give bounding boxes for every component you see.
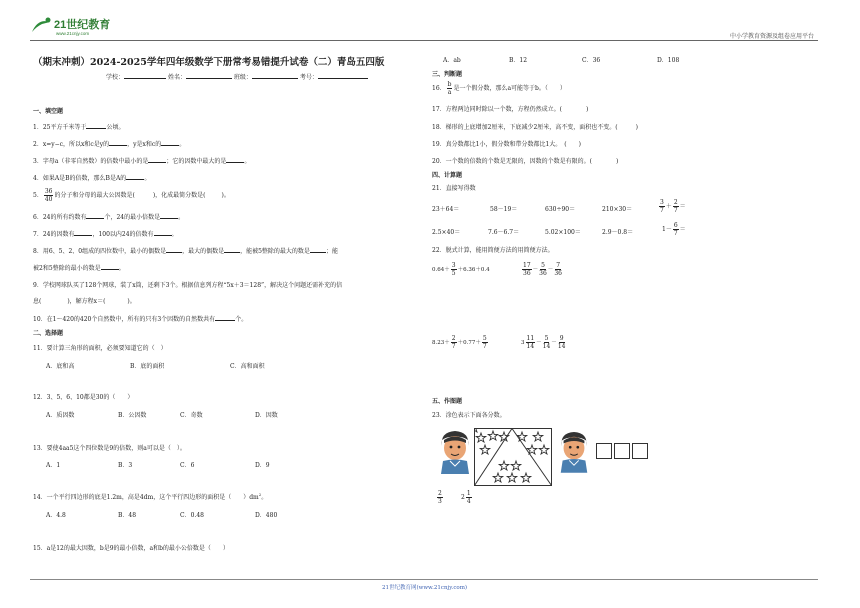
question-22: 22．脱式计算，能用简便方法的用简便方法。 (432, 247, 554, 254)
question-6: 6．24的所有约数有 个，24的最小倍数是 。 (33, 214, 185, 221)
question-16: 16． $\frac{b}{a}$ 是一个假分数，那么a可能等于b。（ ） (432, 81, 566, 96)
number-field[interactable] (318, 78, 368, 79)
logo-subtext: www.21cnjy.com (56, 31, 90, 36)
expr-4: 3 $\frac{11}{14}$ － $\frac{5}{14}$ － $\frac{9}{14}$ (521, 335, 566, 350)
info-line (106, 72, 368, 81)
expr-1: 0.64＋ $\frac{3}{5}$ ＋6.36＋0.4 (432, 262, 490, 277)
q11-option-a[interactable]: A．底和高 (46, 363, 75, 370)
header-rule (30, 40, 818, 41)
school-field[interactable] (124, 78, 166, 79)
question-13: 13．要使4aa5这个四位数是9的倍数，则a可以是（ ）。 (33, 445, 186, 452)
calc-r1-c4: 210×30＝ (602, 206, 633, 213)
square-3[interactable] (632, 443, 648, 459)
square-2[interactable] (614, 443, 630, 459)
question-19: 19．真分数都比1小，假分数和带分数都比1大。 ( ) (432, 141, 581, 148)
expr-3: 8.23＋ $\frac{2}{7}$ ＋0.77＋ $\frac{5}{7}$ (432, 335, 487, 350)
q12-option-a[interactable]: A．质因数 (46, 412, 75, 419)
question-21: 21．直接写得数 (432, 185, 476, 192)
question-10: 10．在1～420的420个自然数中，所有的只有3个因数的自然数共有 个。 (33, 316, 248, 323)
expr-2: $\frac{17}{36}$ － $\frac{5}{36}$ － $\frac{7}{36}$ (523, 262, 562, 277)
boy-illustration-2 (556, 428, 592, 478)
section-fill: 一、填空题 (33, 108, 64, 115)
question-18: 18．梯形的上底增加2厘米，下底减少2厘米，高不变，面积也不变。( ) (432, 124, 638, 131)
question-8-cont: 被2和5整除的最小的数是 。 (33, 265, 125, 272)
q15-option-d[interactable]: D．108 (657, 57, 680, 64)
q11-option-c[interactable]: C．高和面积 (230, 363, 265, 370)
question-9-cont: 息( )，解方程x＝( )。 (33, 298, 136, 305)
number-label: 考号： (299, 74, 318, 81)
question-8: 8．用6、5、2、0组成的四位数中，最小的偶数是 ，最大的偶数是 ，能被5整除的最大的数是 ；能 (33, 248, 338, 255)
name-field[interactable] (186, 78, 232, 79)
question-11: 11．要计算三角形的面积，必须要知道它的（ ） (33, 345, 167, 352)
question-3: 3．字母a（非零自然数）的倍数中最小的是 ；它的因数中最大的是 。 (33, 158, 251, 165)
question-15: 15．a是12的最大因数，b是9的最小倍数，a和b的最小公倍数是（ ） (33, 545, 229, 552)
fraction-label-1: $\frac{2}{3}$ (438, 490, 442, 505)
question-7: 7．24的因数有 ，100以内24的倍数有 。 (33, 231, 178, 238)
question-20: 20．一个数的倍数的个数是无限的，因数的个数是有限的。( ) (432, 158, 619, 165)
footer-link[interactable]: 21世纪教育网(www.21cnjy.com) (382, 585, 468, 591)
q14-option-a[interactable]: A．4.8 (46, 512, 66, 519)
calc-r2-c5: 1－ $\frac{6}{7}$ ＝ (662, 222, 686, 237)
section-choice: 二、选择题 (33, 330, 64, 337)
q15-option-b[interactable]: B．12 (509, 57, 528, 64)
calc-r2-c1: 2.5×40＝ (432, 229, 461, 236)
question-12: 12．3、5、6、10都是30的（ ） (33, 394, 134, 401)
calc-r2-c3: 5.02×100＝ (545, 229, 581, 236)
q15-option-a[interactable]: A．ab (443, 57, 461, 64)
q12-option-d[interactable]: D．因数 (255, 412, 278, 419)
calc-r1-c5: $\frac{3}{7}$ ＋ $\frac{2}{7}$ ＝ (660, 199, 686, 214)
class-field[interactable] (252, 78, 298, 79)
calc-r2-c2: 7.6－6.7＝ (488, 229, 520, 236)
question-2: 2．x=y−c，所以x和c是y的 ，y是x和c的 。 (33, 141, 186, 148)
logo-text: 21世纪教育 (54, 19, 111, 31)
q12-option-c[interactable]: C．奇数 (180, 412, 203, 419)
site-logo (28, 14, 128, 38)
class-label: 班级： (233, 74, 252, 81)
page-title: （期末冲刺）2024-2025学年四年级数学下册常考易错提升试卷（二）青岛五四版 (33, 57, 385, 68)
question-5: 5． $\frac{36}{40}$ 的分子和分母的最大公因数是( )，化成最简分数是( )。 (33, 188, 230, 203)
header-platform-text: 中小学教育资源及组卷应用平台 (729, 33, 814, 40)
q12-option-b[interactable]: B．公因数 (118, 412, 147, 419)
question-14: 14．一个平行四边形的底是1.2m，高是4dm，这个平行四边形的面积是（ ）$dm^2$。 (33, 492, 268, 501)
calc-r1-c3: 630÷90＝ (545, 206, 576, 213)
section-draw: 五、作图题 (432, 398, 463, 405)
square-1[interactable] (596, 443, 612, 459)
footer-rule (30, 579, 818, 580)
question-1: 1．25平方千米等于 公顷。 (33, 124, 125, 131)
q14-option-c[interactable]: C．0.48 (180, 512, 204, 519)
school-label: 学校： (106, 74, 125, 81)
q14-option-b[interactable]: B．48 (118, 512, 137, 519)
q13-option-c[interactable]: C．6 (180, 462, 195, 469)
calc-r1-c2: 58－19＝ (490, 206, 518, 213)
question-9: 9．学校网球队买了128个网球，装了x筒，还剩下3个。根据信息列方程“5x＋3＝128”，解决这个问题还需补充的信 (33, 282, 343, 289)
calc-r2-c4: 2.9－0.8＝ (602, 229, 634, 236)
boy-illustration (436, 428, 474, 478)
q13-option-b[interactable]: B．3 (118, 462, 133, 469)
q15-option-c[interactable]: C．36 (582, 57, 601, 64)
question-23: 23．涂色表示下面各分数。 (432, 412, 506, 419)
q14-option-d[interactable]: D．480 (255, 512, 278, 519)
q11-option-b[interactable]: B．底的面积 (130, 363, 165, 370)
fraction-label-2: 2 $\frac{1}{4}$ (461, 490, 471, 505)
question-17: 17．方程两边同时除以一个数，方程仍然成立。( ) (432, 106, 589, 113)
name-label: 姓名： (167, 74, 186, 81)
question-4: 4．如果A是B的倍数，那么B是A的 。 (33, 175, 151, 182)
q13-option-a[interactable]: A．1 (46, 462, 61, 469)
calc-r1-c1: 23＋64＝ (432, 206, 460, 213)
q13-option-d[interactable]: D．9 (255, 462, 270, 469)
star-figure (474, 428, 552, 490)
section-judge: 三、判断题 (432, 71, 463, 78)
section-calc: 四、计算题 (432, 172, 463, 179)
